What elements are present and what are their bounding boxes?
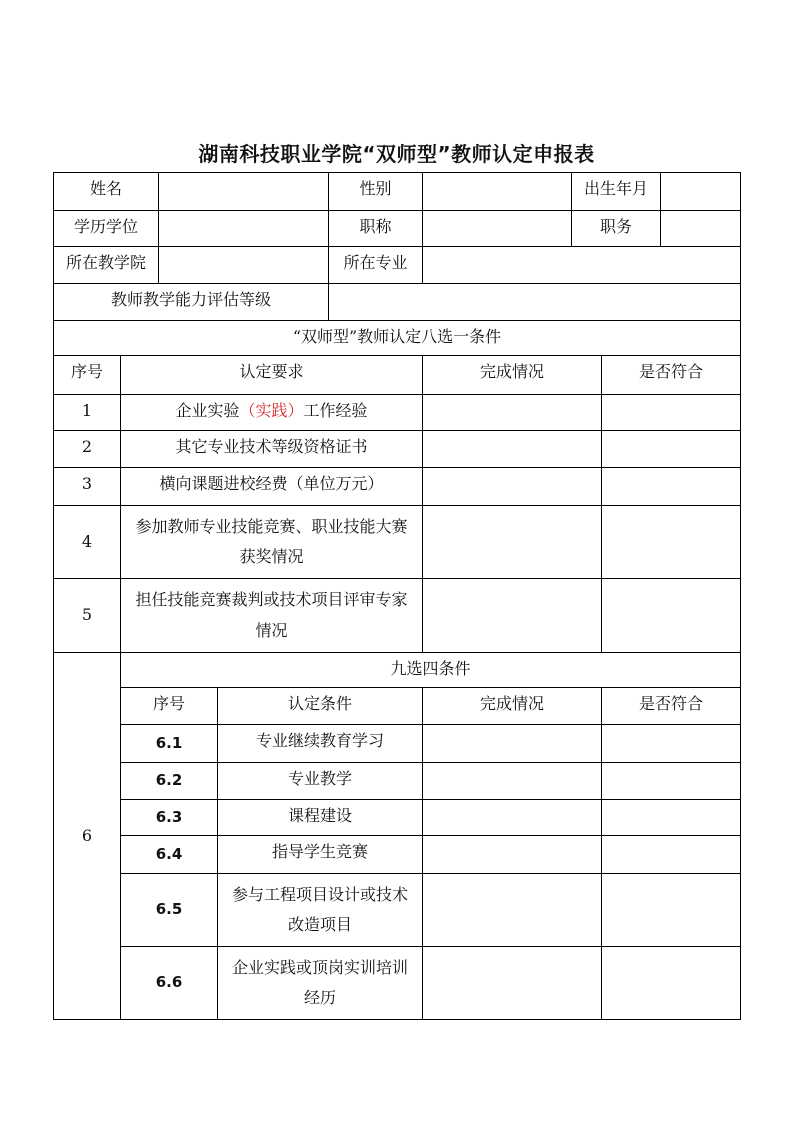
compliance-field[interactable] [602,725,740,762]
condition-text: 指导学生竞赛 [271,842,368,861]
requirement-text-part: 企业实验 [175,401,240,420]
job-title-field[interactable] [423,211,571,246]
eight-choose-one-heading: “双师型”教师认定八选一条件 [292,327,502,346]
college-field[interactable] [159,247,328,283]
position-field[interactable] [661,211,740,246]
requirement-text: 担任技能竞赛裁判或技术项目评审专家情况 [135,590,408,640]
requirement-text-part: 工作经验 [303,401,368,420]
gender-field[interactable] [423,173,571,210]
row-number: 3 [81,474,93,493]
completion-field[interactable] [423,431,601,467]
requirement-text-highlight: （实践） [239,401,304,420]
requirement-text: 参加教师专业技能竞赛、职业技能大赛获奖情况 [135,516,408,566]
completion-field[interactable] [423,836,601,873]
education-field[interactable] [159,211,328,246]
assessment-field[interactable] [329,284,740,320]
row-number: 4 [81,531,93,551]
compliance-field[interactable] [602,874,740,946]
condition-text: 专业继续教育学习 [255,731,384,750]
sub-col-header-condition: 认定条件 [287,694,352,713]
requirement-text [121,395,422,430]
compliance-field[interactable] [602,431,740,467]
sub-col-header-compliance: 是否符合 [638,694,703,713]
compliance-field[interactable] [602,763,740,799]
college-label: 所在教学院 [65,253,146,272]
compliance-field[interactable] [602,506,740,578]
condition-text: 课程建设 [287,806,352,825]
completion-field[interactable] [423,395,601,430]
completion-field[interactable] [423,947,601,1019]
sub-row-number: 6.5 [155,900,183,919]
job-title-label: 职称 [359,217,392,236]
birth-label: 出生年月 [583,179,648,198]
compliance-field[interactable] [602,947,740,1019]
requirement-text: 横向课题进校经费（单位万元） [159,474,384,493]
col-header-compliance: 是否符合 [638,362,703,381]
sub-row-number: 6.3 [155,807,183,826]
nine-choose-four-heading: 九选四条件 [390,659,471,678]
sub-row-number: 6.1 [155,733,183,752]
major-field[interactable] [423,247,740,283]
completion-field[interactable] [423,763,601,799]
sub-col-header-completion: 完成情况 [479,694,544,713]
sub-row-number: 6.6 [155,973,183,992]
completion-field[interactable] [423,468,601,505]
row-number: 1 [81,401,93,420]
compliance-field[interactable] [602,579,740,652]
completion-field[interactable] [423,874,601,946]
col-header-completion: 完成情况 [479,362,544,381]
col-header-no: 序号 [70,362,103,381]
col-header-requirement: 认定要求 [239,362,304,381]
form-title: 湖南科技职业学院“双师型”教师认定申报表 [198,142,595,166]
compliance-field[interactable] [602,468,740,505]
assessment-label: 教师教学能力评估等级 [110,290,271,309]
condition-text: 企业实践或顶岗实训培训经历 [231,957,408,1007]
gender-label: 性别 [359,179,392,198]
major-label: 所在专业 [343,253,408,272]
completion-field[interactable] [423,506,601,578]
condition-text: 专业教学 [287,769,352,788]
name-field[interactable] [159,173,328,210]
position-label: 职务 [599,217,632,236]
row-number: 2 [81,437,93,456]
condition-text: 参与工程项目设计或技术改造项目 [231,884,408,934]
compliance-field[interactable] [602,800,740,835]
compliance-field[interactable] [602,836,740,873]
completion-field[interactable] [423,725,601,762]
sub-row-number: 6.2 [155,771,183,790]
sub-row-number: 6.4 [155,844,183,863]
compliance-field[interactable] [602,395,740,430]
section-six-number: 6 [81,825,93,845]
name-label: 姓名 [89,179,122,198]
completion-field[interactable] [423,579,601,652]
completion-field[interactable] [423,800,601,835]
row-number: 5 [81,605,93,625]
sub-col-header-no: 序号 [152,694,185,713]
birth-field[interactable] [661,173,740,210]
education-label: 学历学位 [73,217,138,236]
requirement-text: 其它专业技术等级资格证书 [175,437,368,456]
